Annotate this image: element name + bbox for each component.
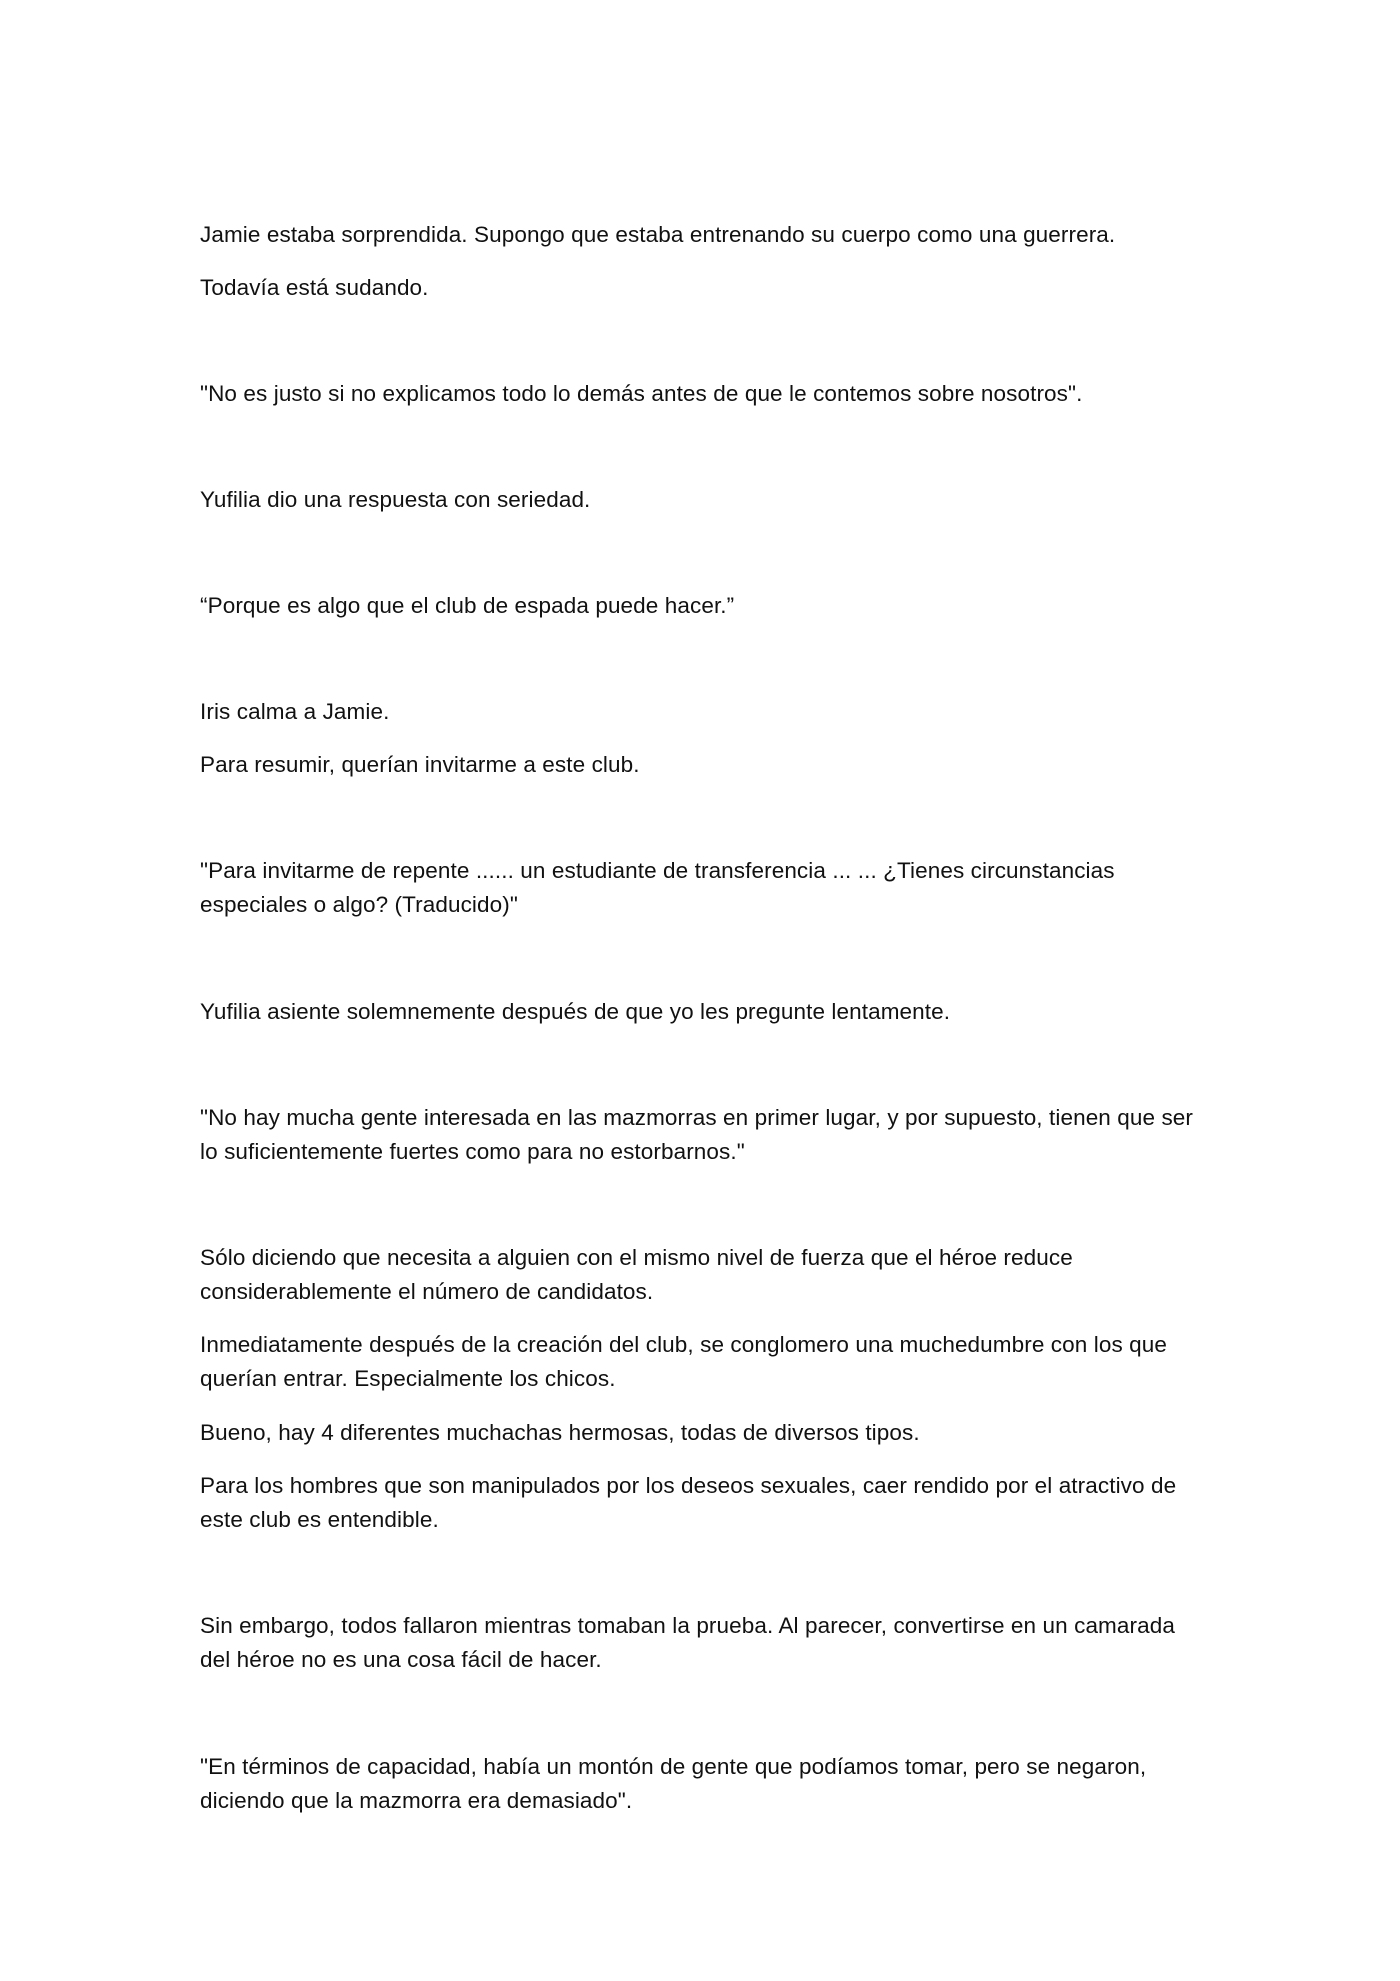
paragraph-8: "Para invitarme de repente ...... un estudiante de transferencia ... ... ¿Tienes circunstancias especiales o algo? (Traducido)" xyxy=(200,858,1115,917)
paragraph-1: Jamie estaba sorprendida. Supongo que estaba entrenando su cuerpo como una guerrera. xyxy=(200,222,1116,247)
paragraph-7: Para resumir, querían invitarme a este club. xyxy=(200,752,640,777)
paragraph-14: Para los hombres que son manipulados por los deseos sexuales, caer rendido por el atractivo de este club es entendible. xyxy=(200,1473,1177,1532)
paragraph-6: Iris calma a Jamie. xyxy=(200,699,390,724)
paragraph-5: “Porque es algo que el club de espada puede hacer.” xyxy=(200,593,735,618)
paragraph-12: Inmediatamente después de la creación del club, se conglomero una muchedumbre con los que querían entrar. Especialmente los chicos. xyxy=(200,1332,1167,1391)
paragraph-15: Sin embargo, todos fallaron mientras tomaban la prueba. Al parecer, convertirse en un camarada del héroe no es una cosa fácil de hacer. xyxy=(200,1613,1175,1672)
paragraph-3: "No es justo si no explicamos todo lo demás antes de que le contemos sobre nosotros". xyxy=(200,381,1083,406)
paragraph-16: "En términos de capacidad, había un montón de gente que podíamos tomar, pero se negaron, diciendo que la mazmorra era demasiado". xyxy=(200,1754,1147,1813)
paragraph-13: Bueno, hay 4 diferentes muchachas hermosas, todas de diversos tipos. xyxy=(200,1420,920,1445)
paragraph-9: Yufilia asiente solemnemente después de que yo les pregunte lentamente. xyxy=(200,999,951,1024)
paragraph-11: Sólo diciendo que necesita a alguien con el mismo nivel de fuerza que el héroe reduce considerablemente el número de candidatos. xyxy=(200,1245,1073,1304)
paragraph-10: "No hay mucha gente interesada en las mazmorras en primer lugar, y por supuesto, tienen que ser lo suficientemente fuertes como para no estorbarnos." xyxy=(200,1105,1194,1164)
paragraph-4: Yufilia dio una respuesta con seriedad. xyxy=(200,487,591,512)
paragraph-2: Todavía está sudando. xyxy=(200,275,429,300)
